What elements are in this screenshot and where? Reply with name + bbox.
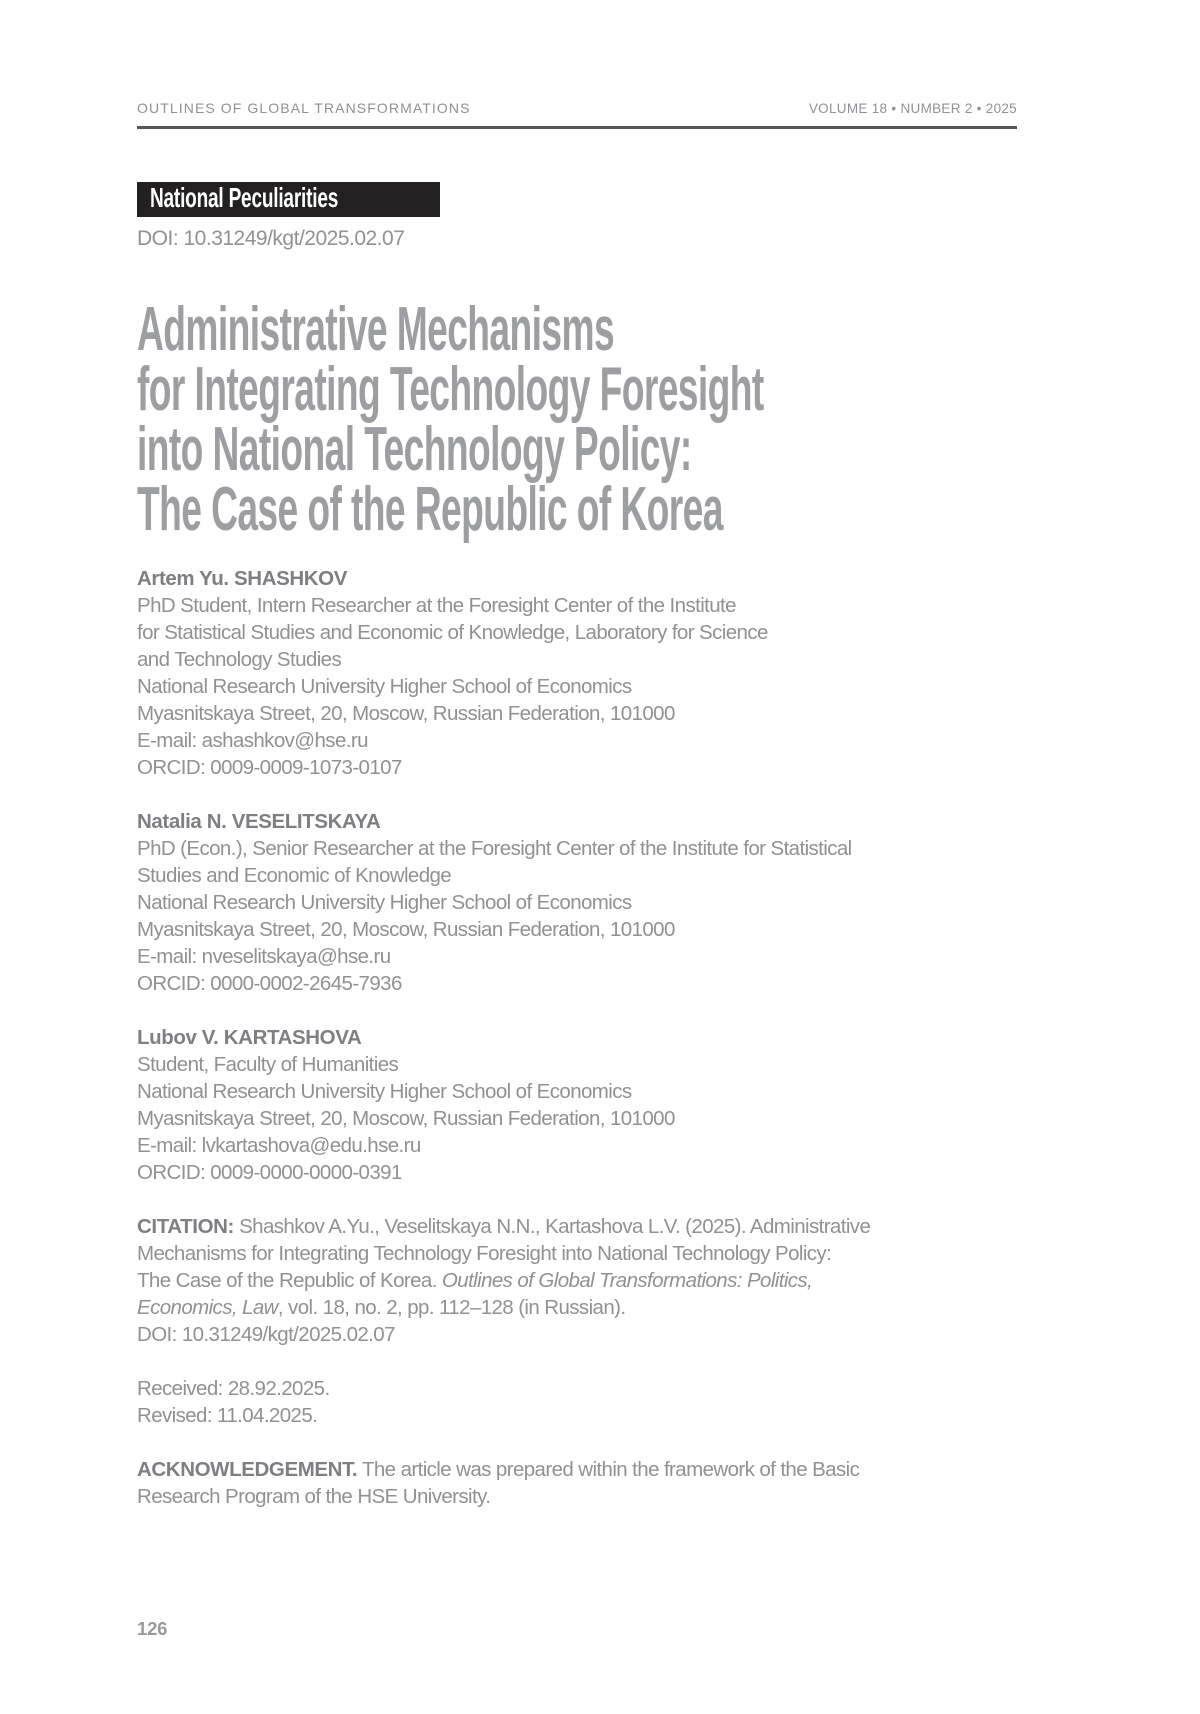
- author-affiliation-line: Student, Faculty of Humanities: [137, 1053, 399, 1076]
- acknowledgement-text: The article was prepared within the framework of the Basic: [357, 1458, 860, 1481]
- author-orcid-line: ORCID: 0000-0002-2645-7936: [137, 972, 402, 995]
- acknowledgement-line: Research Program of the HSE University.: [137, 1485, 491, 1508]
- author-address-line: Myasnitskaya Street, 20, Moscow, Russian Federation, 101000: [137, 918, 675, 941]
- citation-journal-italic: Outlines of Global Transformations: Politics,: [441, 1269, 813, 1292]
- author-affiliation-line: for Statistical Studies and Economic of Knowledge, Laboratory for Science: [137, 621, 768, 644]
- citation-text: , vol. 18, no. 2, pp. 112–128 (in Russian).: [277, 1296, 626, 1319]
- page-number: 126: [137, 1618, 168, 1639]
- citation-label: CITATION:: [137, 1215, 234, 1238]
- citation-line: [137, 1267, 1017, 1294]
- author-affiliation-line: National Research University Higher School of Economics: [137, 675, 632, 698]
- section-badge-label: National Peculiarities: [150, 182, 339, 213]
- page-content: [137, 0, 1017, 1510]
- section-badge: [137, 182, 440, 217]
- citation-line: [137, 1294, 1017, 1321]
- journal-name: OUTLINES OF GLOBAL TRANSFORMATIONS: [137, 100, 471, 116]
- citation-line: Mechanisms for Integrating Technology Foresight into National Technology Policy:: [137, 1242, 832, 1265]
- issue-info: VOLUME 18 • NUMBER 2 • 2025: [808, 101, 1017, 116]
- article-title: [137, 295, 977, 544]
- author-email-line: E-mail: lvkartashova@edu.hse.ru: [137, 1134, 421, 1157]
- author-affiliation-line: PhD Student, Intern Researcher at the Foresight Center of the Institute: [137, 594, 736, 617]
- acknowledgement-line: [137, 1456, 1017, 1483]
- author-email-line: E-mail: ashashkov@hse.ru: [137, 729, 368, 752]
- author-affiliation-line: National Research University Higher School of Economics: [137, 891, 632, 914]
- citation-text: Shashkov A.Yu., Veselitskaya N.N., Kartashova L.V. (2025). Administrative: [233, 1215, 871, 1238]
- title-line: The Case of the Republic of Korea: [137, 475, 723, 544]
- author-orcid-line: ORCID: 0009-0000-0000-0391: [137, 1161, 402, 1184]
- author-name: Lubov V. KARTASHOVA: [137, 1026, 362, 1049]
- author-email-line: E-mail: nveselitskaya@hse.ru: [137, 945, 391, 968]
- dates-block: [137, 1375, 1017, 1429]
- acknowledgement-block: [137, 1456, 1017, 1510]
- title-line: for Integrating Technology Foresight: [137, 355, 764, 424]
- citation-text: The Case of the Republic of Korea.: [137, 1269, 442, 1292]
- author-orcid-line: ORCID: 0009-0009-1073-0107: [137, 756, 402, 779]
- citation-doi-line: DOI: 10.31249/kgt/2025.02.07: [137, 1323, 395, 1346]
- author-name: Natalia N. VESELITSKAYA: [137, 810, 381, 833]
- citation-journal-italic: Economics, Law: [137, 1296, 278, 1319]
- author-affiliation-line: and Technology Studies: [137, 648, 342, 671]
- author-affiliation-line: National Research University Higher School of Economics: [137, 1080, 632, 1103]
- acknowledgement-label: ACKNOWLEDGEMENT.: [137, 1458, 358, 1481]
- author-name: Artem Yu. SHASHKOV: [137, 567, 348, 590]
- author-block-kartashova: [137, 1024, 1017, 1186]
- received-date: Received: 28.92.2025.: [137, 1377, 330, 1400]
- author-block-veselitskaya: [137, 808, 1017, 997]
- title-line: Administrative Mechanisms: [137, 295, 615, 364]
- author-address-line: Myasnitskaya Street, 20, Moscow, Russian Federation, 101000: [137, 702, 675, 725]
- author-address-line: Myasnitskaya Street, 20, Moscow, Russian Federation, 101000: [137, 1107, 675, 1130]
- citation-block: [137, 1213, 1017, 1348]
- article-doi: DOI: 10.31249/kgt/2025.02.07: [137, 227, 405, 250]
- revised-date: Revised: 11.04.2025.: [137, 1404, 318, 1427]
- title-line: into National Technology Policy:: [137, 415, 692, 484]
- citation-line: [137, 1213, 1017, 1240]
- author-affiliation-line: PhD (Econ.), Senior Researcher at the Foresight Center of the Institute for Statistical: [137, 837, 852, 860]
- author-block-shashkov: [137, 565, 1017, 781]
- author-affiliation-line: Studies and Economic of Knowledge: [137, 864, 452, 887]
- running-header: [137, 0, 1017, 116]
